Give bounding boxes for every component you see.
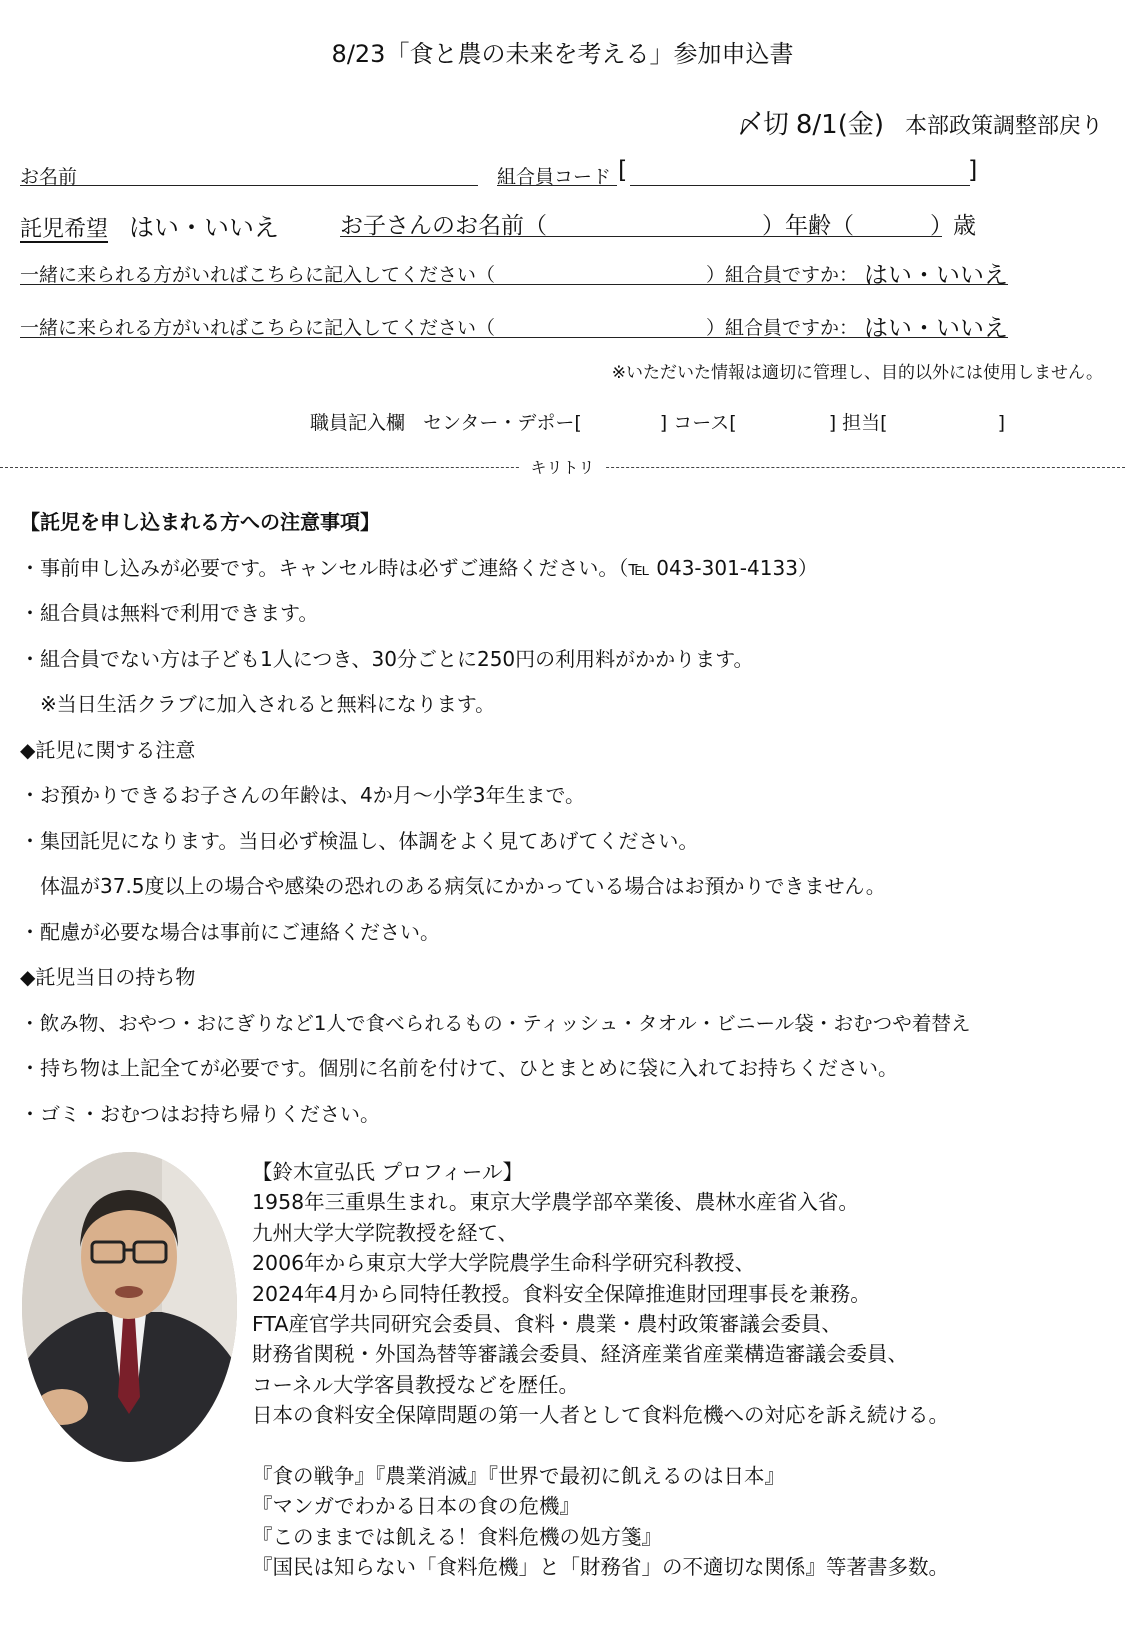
companion-member-label-2: ）組合員ですか： — [706, 317, 859, 339]
age-label: ）年齢（ — [762, 213, 854, 239]
profile-book-line: 『マンガでわかる日本の食の危機』 — [252, 1494, 580, 1519]
staff-course-label: ] コース[ — [659, 412, 737, 434]
staff-close: ] — [997, 412, 1006, 434]
companion-choice-1[interactable]: はい・いいえ — [864, 261, 1008, 289]
member-code-close: ] — [968, 156, 978, 184]
profile-line: 2006年から東京大学大学院農学生命科学研究科教授、 — [252, 1251, 756, 1276]
page-title: 8/23「食と農の未来を考える」参加申込書 — [331, 40, 794, 68]
companion-field-2[interactable] — [20, 337, 710, 338]
profile-line: 財務省関税・外国為替等審議会委員、経済産業省産業構造審議会委員、 — [252, 1342, 908, 1367]
staff-center-label: センター・デポー[ — [423, 412, 582, 434]
deadline-return: 本部政策調整部戻り — [904, 114, 1103, 139]
notes-line: ・事前申し込みが必要です。キャンセル時は必ずご連絡ください。（℡ 043-301-4133） — [20, 555, 818, 580]
profile-line: 2024年4月から同特任教授。食料安全保障推進財団理事長を兼務。 — [252, 1281, 871, 1306]
notes-section — [20, 500, 971, 1137]
profile-section — [252, 1157, 949, 1583]
child-name-label: お子さんのお名前（ — [340, 213, 547, 239]
profile-line: 1958年三重県生まれ。東京大学農学部卒業後、農林水産省入省。 — [252, 1190, 859, 1215]
notes-line: ・組合員は無料で利用できます。 — [20, 601, 319, 625]
age-field[interactable] — [762, 236, 942, 237]
notes-line: ・ゴミ・おむつはお持ち帰りください。 — [20, 1101, 380, 1126]
age-suffix: ）歳 — [930, 213, 976, 239]
notes-heading: 【託児を申し込まれる方への注意事項】 — [20, 510, 380, 534]
companion-member-underline-2 — [706, 337, 1008, 338]
privacy-note: ※いただいた情報は適切に管理し、目的以外には使用しません。 — [611, 363, 1103, 383]
companion-member-underline-1 — [706, 284, 1008, 285]
staff-label: 職員記入欄 — [310, 412, 406, 434]
companion-label-2: 一緒に来られる方がいればこちらに記入してください（ — [20, 317, 496, 339]
companion-field-1[interactable] — [20, 284, 710, 285]
profile-book-line: 『国民は知らない「食料危機」と「財務省」の不適切な関係』等著書多数。 — [252, 1555, 949, 1580]
staff-person-label: ] 担当[ — [828, 412, 888, 434]
notes-subheading: ◆託児に関する注意 — [20, 737, 196, 762]
notes-line: ・集団託児になります。当日必ず検温し、体調をよく見てあげてください。 — [20, 828, 699, 853]
member-code-label: 組合員コード — [497, 166, 612, 188]
notes-subheading: ◆託児当日の持ち物 — [20, 965, 196, 989]
childcare-label: 託児希望 — [20, 217, 109, 242]
companion-label-1: 一緒に来られる方がいればこちらに記入してください（ — [20, 264, 496, 286]
name-label: お名前 — [20, 166, 78, 188]
profile-line: FTA産官学共同研究会委員、食料・農業・農村政策審議会委員、 — [252, 1312, 842, 1337]
child-name-field[interactable] — [340, 236, 762, 237]
profile-line: 日本の食料安全保障問題の第一人者として食料危機への対応を訴え続ける。 — [252, 1403, 949, 1428]
notes-line: ・飲み物、おやつ・おにぎりなど1人で食べられるもの・ティッシュ・タオル・ビニール袋・おむつや着替え — [20, 1011, 971, 1035]
companion-member-label-1: ）組合員ですか： — [706, 264, 859, 286]
deadline-mark: 〆切 — [736, 110, 789, 140]
childcare-row — [20, 208, 279, 244]
member-code-field[interactable] — [630, 185, 970, 186]
cut-label: キリトリ — [520, 458, 604, 477]
cut-label-wrap — [0, 455, 1125, 478]
profile-spacer — [252, 1431, 949, 1461]
notes-line: ・組合員でない方は子ども1人につき、30分ごとに250円の利用料がかかります。 — [20, 646, 754, 671]
deadline-date: 8/1(金) — [795, 110, 884, 140]
companion-choice-2[interactable]: はい・いいえ — [864, 314, 1008, 342]
staff-row — [310, 408, 1005, 435]
profile-book-line: 『食の戦争』『農業消滅』『世界で最初に飢えるのは日本』 — [252, 1464, 785, 1489]
member-code-open: [ — [618, 156, 628, 184]
deadline — [737, 104, 1103, 141]
speaker-portrait-icon — [22, 1152, 237, 1462]
notes-line: ・配慮が必要な場合は事前にご連絡ください。 — [20, 919, 440, 944]
notes-line: ・お預かりできるお子さんの年齢は、4か月～小学3年生まで。 — [20, 783, 586, 807]
notes-line: 体温が37.5度以上の場合や感染の恐れのある病気にかかっている場合はお預かりできません。 — [20, 874, 886, 898]
notes-line: ※当日生活クラブに加入されると無料になります。 — [20, 692, 496, 716]
childcare-choice[interactable]: はい・いいえ — [129, 213, 280, 242]
name-field[interactable] — [20, 185, 478, 186]
member-code-label-underline — [497, 185, 617, 186]
speaker-photo — [22, 1152, 237, 1462]
notes-line: ・持ち物は上記全てが必要です。個別に名前を付けて、ひとまとめに袋に入れてお持ちください。 — [20, 1056, 898, 1080]
profile-line: コーネル大学客員教授などを歴任。 — [252, 1372, 579, 1397]
profile-book-line: 『このままでは飢える！食料危機の処方箋』 — [252, 1524, 662, 1549]
profile-line: 九州大学大学院教授を経て、 — [252, 1220, 519, 1245]
profile-heading: 【鈴木宣弘氏 プロフィール】 — [252, 1160, 523, 1184]
